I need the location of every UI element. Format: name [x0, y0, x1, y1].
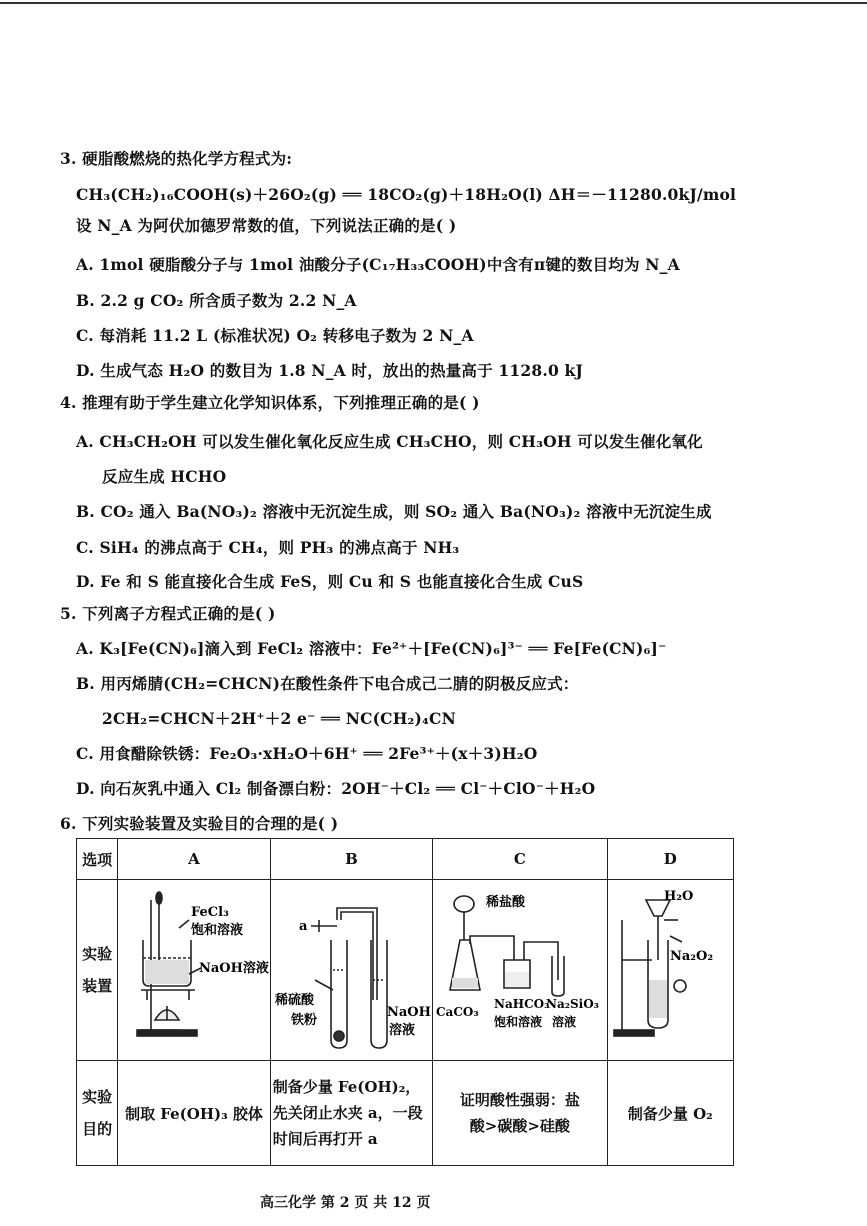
apparatus-row: [77, 880, 734, 1061]
page-footer: 高三化学 第 2 页 共 12 页: [260, 1195, 431, 1211]
apparatus-d: [607, 880, 733, 1061]
header-d: D: [607, 839, 733, 880]
label-saturated-solution: 饱和溶液: [190, 923, 243, 938]
apparatus-b: [270, 880, 432, 1061]
label-naoh: NaOH: [387, 1005, 432, 1020]
q5-option-a: A. K₃[Fe(CN)₆]滴入到 FeCl₂ 溶液中：Fe²⁺＋[Fe(CN)₆]³⁻ ══ Fe[Fe(CN)₆]⁻: [76, 639, 667, 658]
apparatus-a: [118, 880, 270, 1061]
purpose-row-label: 实验目的: [77, 1061, 118, 1166]
purpose-b: 制备少量 Fe(OH)₂，先关闭止水夹 a，一段时间后再打开 a: [270, 1061, 432, 1166]
q3-option-c: C. 每消耗 11.2 L (标准状况) O₂ 转移电子数为 2 N_A: [76, 326, 474, 345]
q4-option-b: B. CO₂ 通入 Ba(NO₃)₂ 溶液中无沉淀生成，则 SO₂ 通入 Ba(NO₃)₂ 溶液中无沉淀生成: [76, 502, 712, 521]
header-b: B: [270, 839, 432, 880]
q5-stem: 5. 下列离子方程式正确的是( ): [60, 604, 276, 623]
purpose-d: 制备少量 O₂: [607, 1061, 733, 1166]
q3-question: 设 N_A 为阿伏加德罗常数的值，下列说法正确的是( ): [76, 216, 457, 235]
q3-equation: CH₃(CH₂)₁₆COOH(s)＋26O₂(g) ══ 18CO₂(g)＋18H₂O(l) ΔH＝－11280.0kJ/mol: [76, 185, 737, 204]
purpose-a: 制取 Fe(OH)₃ 胶体: [118, 1061, 270, 1166]
apparatus-d-diagram: [608, 880, 732, 1056]
q4-option-c: C. SiH₄ 的沸点高于 CH₄，则 PH₃ 的沸点高于 NH₃: [76, 538, 460, 557]
q3-option-a: A. 1mol 硬脂酸分子与 1mol 油酸分子(C₁₇H₃₃COOH)中含有π键的数目均为 N_A: [76, 255, 680, 274]
experiment-table: [76, 838, 734, 1166]
label-na2o2: Na₂O₂: [670, 949, 714, 964]
label-na2sio3: Na₂SiO₃: [545, 997, 599, 1011]
label-b-solution: 溶液: [389, 1023, 416, 1038]
purpose-c: 证明酸性强弱：盐酸>碳酸>硅酸: [433, 1061, 607, 1166]
label-naoh-solution: NaOH溶液: [198, 961, 269, 976]
apparatus-row-label: 实验装置: [77, 880, 118, 1061]
q4-option-a-cont: 反应生成 HCHO: [102, 467, 227, 486]
q5-option-c: C. 用食醋除铁锈：Fe₂O₃·xH₂O＋6H⁺ ══ 2Fe³⁺＋(x＋3)H₂O: [76, 744, 538, 763]
label-c-solution: 溶液: [551, 1015, 576, 1029]
q3-option-d: D. 生成气态 H₂O 的数目为 1.8 N_A 时，放出的热量高于 1128.0 kJ: [76, 361, 583, 380]
q3-option-b: B. 2.2 g CO₂ 所含质子数为 2.2 N_A: [76, 291, 357, 310]
label-iron-powder: 铁粉: [291, 1013, 318, 1028]
label-dilute-hcl: 稀盐酸: [485, 895, 525, 910]
purpose-row: [77, 1061, 734, 1166]
apparatus-a-diagram: [119, 880, 269, 1056]
label-c-saturated-solution: 饱和溶液: [493, 1015, 542, 1029]
top-rule: [0, 2, 867, 4]
q5-option-b: B. 用丙烯腈(CH₂=CHCN)在酸性条件下电合成己二腈的阴极反应式：: [76, 674, 579, 693]
label-dilute-sulfuric-acid: 稀硫酸: [275, 993, 315, 1008]
label-nahco3: NaHCO₃: [493, 997, 550, 1011]
q4-option-a: A. CH₃CH₂OH 可以发生催化氧化反应生成 CH₃CHO，则 CH₃OH 可以发生催化氧化: [76, 432, 703, 451]
label-fecl3: FeCl₃: [190, 905, 229, 920]
label-clamp-a: a: [299, 919, 308, 934]
apparatus-c: [433, 880, 607, 1061]
header-a: A: [118, 839, 270, 880]
apparatus-b-diagram: [271, 880, 431, 1056]
q5-option-b-equation: 2CH₂=CHCN＋2H⁺＋2 e⁻ ══ NC(CH₂)₄CN: [102, 709, 456, 728]
q5-option-d: D. 向石灰乳中通入 Cl₂ 制备漂白粉：2OH⁻＋Cl₂ ══ Cl⁻＋ClO⁻＋H₂O: [76, 779, 596, 798]
q4-option-d: D. Fe 和 S 能直接化合生成 FeS，则 Cu 和 S 也能直接化合生成 CuS: [76, 572, 584, 591]
label-h2o: H₂O: [664, 889, 694, 904]
q6-stem: 6. 下列实验装置及实验目的合理的是( ): [60, 814, 339, 833]
label-caco3: CaCO₃: [435, 1005, 479, 1019]
header-c: C: [433, 839, 607, 880]
q3-stem: 3. 硬脂酸燃烧的热化学方程式为:: [60, 149, 293, 168]
q4-stem: 4. 推理有助于学生建立化学知识体系，下列推理正确的是( ): [60, 393, 480, 412]
header-option: 选项: [77, 839, 118, 880]
apparatus-c-diagram: [434, 880, 606, 1056]
table-header-row: [77, 839, 734, 880]
